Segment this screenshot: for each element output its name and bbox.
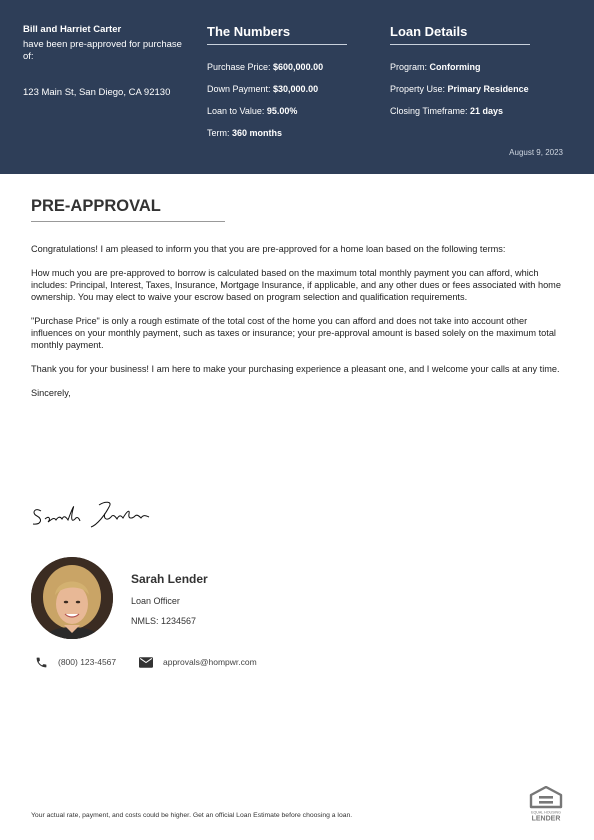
- purchase-price-row: [207, 62, 367, 73]
- row-label: Loan to Value:: [207, 106, 267, 116]
- loan-details-divider: [390, 44, 530, 45]
- closing-timeframe-value: 21 days: [470, 106, 504, 116]
- title-divider: [31, 221, 225, 222]
- paragraph-purchase-price: "Purchase Price" is only a rough estimate of the total cost of the home you can afford and does not take into account other influences on your monthly payment, such as taxes or insurance; your pre-approval amount is based solely on the maximum total monthly payment.: [31, 316, 556, 350]
- property-use-value: Primary Residence: [447, 84, 529, 94]
- purchase-price-value: $600,000.00: [273, 62, 324, 72]
- page-title: PRE-APPROVAL: [31, 197, 161, 215]
- paragraph-calculation: How much you are pre-approved to borrow is calculated based on the maximum total monthly payment you can afford, which includes: Principal, Interest, Taxes, Insurance, Mortgage Insurance, if applicable, and any other dues or fees associated with home ownership. You may elect to waive your escrow based on program selection and qualification requirements.: [31, 268, 561, 302]
- term-value: 360 months: [232, 128, 283, 138]
- program-value: Conforming: [429, 62, 481, 72]
- email-contact[interactable]: [139, 655, 257, 669]
- down-payment-row: [207, 84, 367, 95]
- numbers-section: [207, 24, 367, 150]
- loan-details-title: Loan Details: [390, 24, 468, 39]
- borrower-block: [23, 24, 183, 99]
- avatar-portrait-icon: [31, 557, 113, 639]
- phone-contact[interactable]: [35, 655, 116, 669]
- loan-to-value-row: [207, 106, 367, 117]
- phone-icon: [35, 656, 48, 669]
- paragraph-sign-off: Sincerely,: [31, 388, 71, 398]
- closing-timeframe-row: [390, 106, 550, 117]
- approved-text: have been pre-approved for purchase of:: [23, 39, 182, 62]
- avatar: [31, 557, 113, 639]
- equal-housing-bottom-text: LENDER: [531, 815, 561, 822]
- officer-role: Loan Officer: [131, 596, 180, 606]
- numbers-title: The Numbers: [207, 24, 291, 39]
- loan-to-value-value: 95.00%: [266, 106, 298, 116]
- loan-details-section: [390, 24, 550, 128]
- email-address[interactable]: approvals@hompwr.com: [163, 657, 257, 667]
- row-label: Term:: [207, 128, 233, 138]
- envelope-icon: [139, 657, 153, 668]
- letter-body: [31, 196, 563, 411]
- borrower-names: Bill and Harriet Carter: [23, 24, 122, 35]
- disclaimer-text: Your actual rate, payment, and costs could be higher. Get an official Loan Estimate before choosing a loan.: [31, 812, 353, 819]
- row-label: Purchase Price:: [207, 62, 274, 72]
- row-label: Down Payment:: [207, 84, 274, 94]
- program-row: [390, 62, 550, 73]
- officer-name: Sarah Lender: [131, 572, 208, 586]
- equal-housing-top-text: EQUAL HOUSING: [531, 810, 561, 815]
- phone-number[interactable]: (800) 123-4567: [58, 657, 117, 667]
- term-row: [207, 128, 367, 139]
- officer-nmls: NMLS: 1234567: [131, 616, 197, 626]
- paragraph-thank-you: Thank you for your business! I am here to make your purchasing experience a pleasant one, and I welcome your calls at any time.: [31, 364, 560, 374]
- header-banner: [0, 0, 594, 174]
- equal-housing-lender-icon: [529, 786, 563, 822]
- row-label: Program:: [390, 62, 430, 72]
- letter-date: August 9, 2023: [509, 148, 563, 157]
- handwritten-signature: [31, 497, 156, 531]
- down-payment-value: $30,000.00: [273, 84, 319, 94]
- property-use-row: [390, 84, 550, 95]
- row-label: Closing Timeframe:: [390, 106, 471, 116]
- paragraph-congratulations: Congratulations! I am pleased to inform you that you are pre-approved for a home loan based on the following terms:: [31, 244, 506, 254]
- numbers-divider: [207, 44, 347, 45]
- property-address: 123 Main St, San Diego, CA 92130: [23, 87, 171, 98]
- row-label: Property Use:: [390, 84, 448, 94]
